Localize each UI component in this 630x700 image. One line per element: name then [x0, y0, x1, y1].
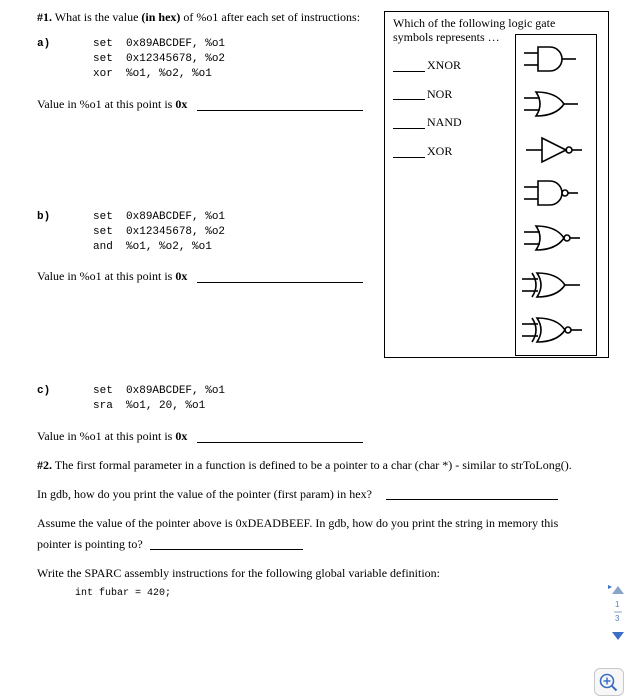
option-nor: NOR	[427, 87, 453, 101]
q2-heading	[37, 458, 572, 473]
option-blank-xnor[interactable]	[393, 71, 425, 72]
page-current: 1	[615, 600, 620, 609]
not-gate-icon	[526, 138, 582, 162]
part-a-line-2	[93, 53, 225, 65]
part-b-value-label	[37, 269, 187, 284]
args: 0x12345678, %o2	[126, 53, 226, 65]
option-blank-xor[interactable]	[393, 157, 425, 158]
part-c-line-1	[93, 385, 225, 397]
part-b-line-3	[93, 241, 212, 253]
args: %o1, 20, %o1	[126, 400, 206, 412]
value-prefix: Value in %o1 at this point is	[37, 269, 176, 283]
sparc-question: Write the SPARC assembly instructions for the following global variable definition:	[37, 566, 441, 580]
zoom-in-icon	[595, 669, 623, 695]
nand-gate-icon	[524, 181, 578, 205]
zoom-button[interactable]	[594, 668, 624, 696]
part-c-label: c)	[37, 385, 51, 397]
gate-symbols-column	[515, 34, 597, 356]
part-a-label: a)	[37, 38, 51, 50]
q1-text-bold: (in hex)	[141, 10, 181, 24]
gdb-answer-1-blank[interactable]	[386, 499, 558, 500]
gdb-question-2-line-1: Assume the value of the pointer above is 0xDEADBEEF. In gdb, how do you print the string in memory this	[37, 516, 559, 530]
op: xor	[93, 68, 113, 80]
part-c-value-label	[37, 429, 187, 444]
args: 0x89ABCDEF, %o1	[126, 385, 226, 397]
op: and	[93, 241, 113, 253]
part-b-line-2	[93, 226, 225, 238]
option-xnor: XNOR	[427, 58, 462, 72]
part-b-label: b)	[37, 211, 51, 223]
value-prefix: Value in %o1 at this point is	[37, 429, 176, 443]
option-blank-nor[interactable]	[393, 99, 425, 100]
args: 0x12345678, %o2	[126, 226, 226, 238]
value-prefix: Value in %o1 at this point is	[37, 97, 176, 111]
value-hex: 0x	[175, 429, 188, 443]
op: set	[93, 53, 113, 65]
value-hex: 0x	[175, 97, 188, 111]
args: %o1, %o2, %o1	[126, 241, 212, 253]
args: 0x89ABCDEF, %o1	[126, 211, 226, 223]
op: set	[93, 38, 113, 50]
option-blank-nand[interactable]	[393, 128, 425, 129]
logic-prompt-line-1: Which of the following logic gate	[393, 16, 556, 30]
op: set	[93, 226, 113, 238]
args: 0x89ABCDEF, %o1	[126, 38, 226, 50]
page-right-icon[interactable]	[608, 584, 612, 590]
part-a-line-1	[93, 38, 225, 50]
op: set	[93, 385, 113, 397]
nor-gate-icon	[524, 226, 580, 250]
option-nand: NAND	[427, 115, 462, 129]
part-c-line-2	[93, 400, 205, 412]
option-xor: XOR	[427, 144, 453, 158]
logic-prompt-line-2: symbols represents …	[393, 30, 500, 44]
q1-heading	[37, 10, 360, 25]
xnor-gate-icon	[522, 318, 582, 342]
page-down-icon[interactable]	[612, 632, 624, 640]
gdb-question-1: In gdb, how do you print the value of the pointer (first param) in hex?	[37, 487, 372, 501]
sparc-code: int fubar = 420;	[75, 588, 172, 599]
part-c-answer-blank[interactable]	[197, 442, 363, 443]
part-a-answer-blank[interactable]	[197, 110, 363, 111]
gdb-answer-2-blank[interactable]	[150, 549, 303, 550]
part-a-line-3	[93, 68, 212, 80]
page-total: 3	[615, 614, 620, 623]
op: set	[93, 211, 113, 223]
part-b-line-1	[93, 211, 225, 223]
xor-gate-icon	[522, 273, 580, 297]
q2-number: #2.	[37, 458, 52, 472]
op: sra	[93, 400, 113, 412]
q1-text-post: of %o1 after each set of instructions:	[180, 10, 361, 24]
page-nav	[608, 584, 628, 644]
and-gate-icon	[524, 47, 576, 71]
part-a-value-label	[37, 97, 187, 112]
gate-symbols-svg	[516, 35, 598, 357]
value-hex: 0x	[175, 269, 188, 283]
args: %o1, %o2, %o1	[126, 68, 212, 80]
q1-text-pre: What is the value	[52, 10, 142, 24]
q2-text: The first formal parameter in a function is defined to be a pointer to a char (char *) - similar to strToLong().	[52, 458, 572, 472]
or-gate-icon	[524, 92, 578, 116]
page-up-icon[interactable]	[612, 586, 624, 594]
part-b-answer-blank[interactable]	[197, 282, 363, 283]
gdb-question-2-line-2: pointer is pointing to?	[37, 537, 143, 551]
q1-number: #1.	[37, 10, 52, 24]
